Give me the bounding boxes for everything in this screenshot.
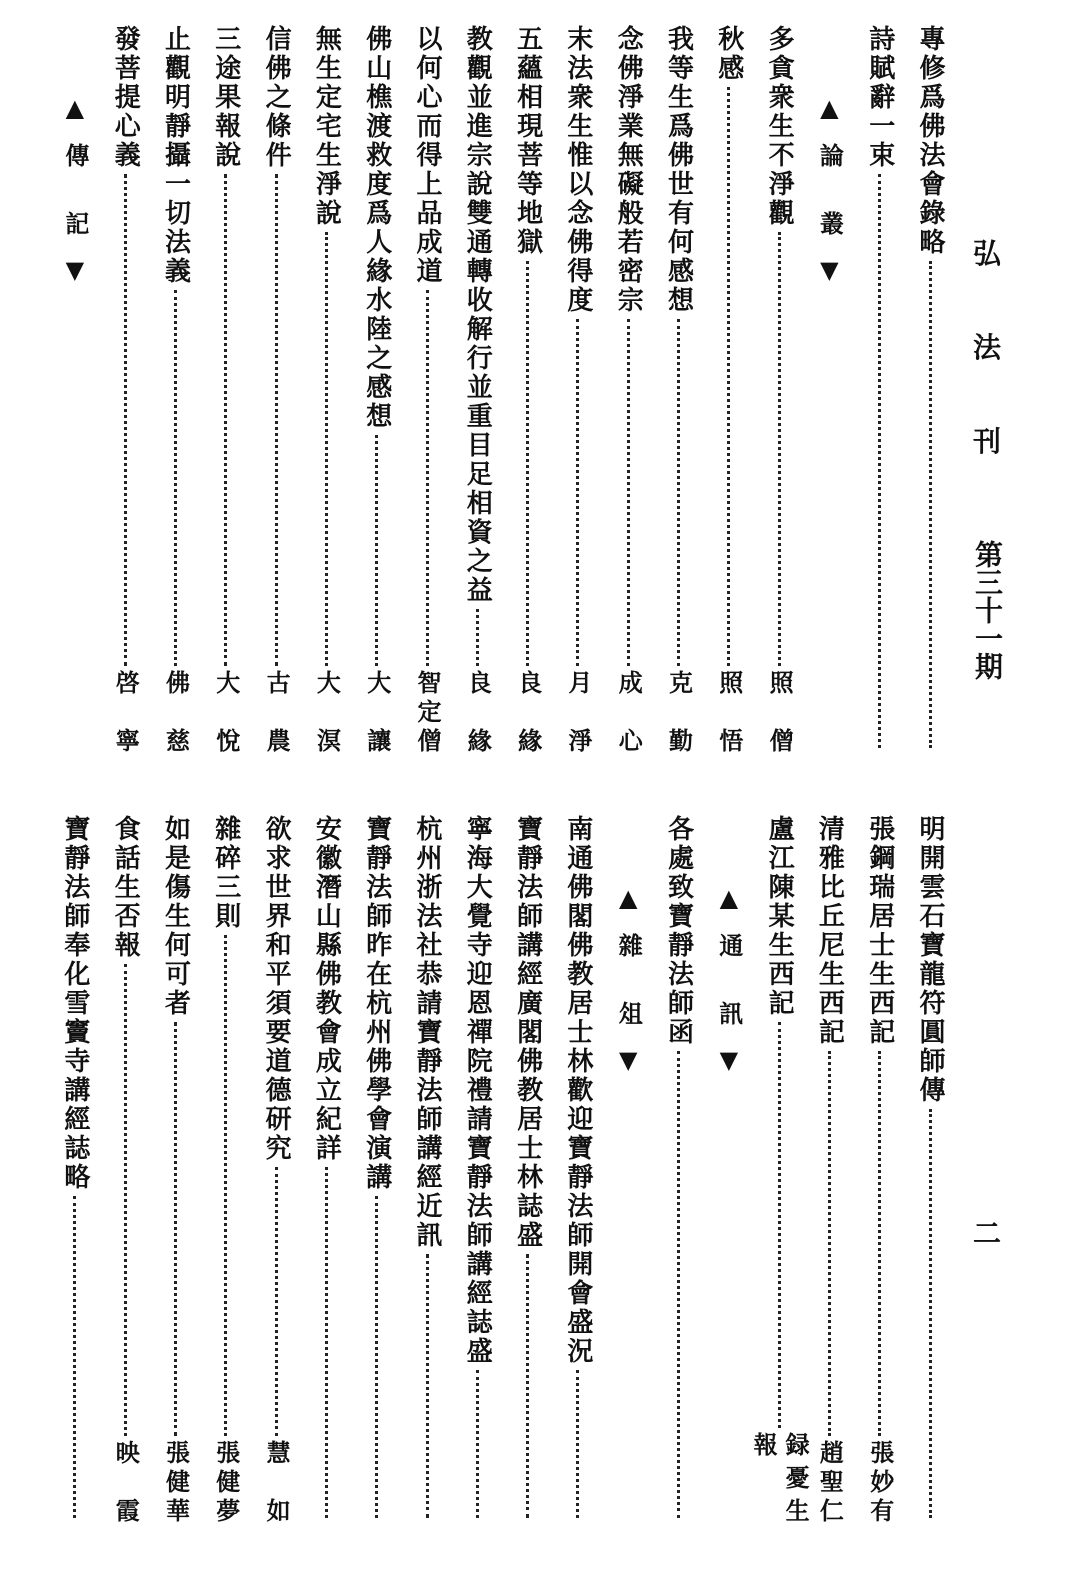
entry-title: 我等生爲佛世有何感想 <box>663 25 694 315</box>
entry-author: 慧如 <box>262 1440 292 1522</box>
toc-entry[interactable] <box>713 25 745 752</box>
entry-title: 五蘊相現菩等地獄 <box>512 25 543 257</box>
toc-entry[interactable] <box>260 815 292 1522</box>
page-number: 二 <box>972 1217 1001 1250</box>
toc-entry[interactable] <box>210 25 242 752</box>
toc-entry[interactable] <box>562 815 594 1522</box>
toc-entry[interactable] <box>109 815 141 1522</box>
entry-title: 寶靜法師昨在杭州佛學會演講 <box>361 815 392 1192</box>
entry-title: 多貪衆生不淨觀 <box>764 25 795 228</box>
toc-entry[interactable] <box>864 25 896 752</box>
dotted-leader <box>727 87 730 666</box>
toc-entry[interactable] <box>411 25 443 752</box>
entry-author: 克勤 <box>664 670 694 752</box>
entry-author: 大溟 <box>312 670 342 752</box>
issue-number: 第三十一期 <box>971 540 1004 680</box>
entry-title: 秋感 <box>713 25 744 83</box>
triangle-up-icon: ▲ <box>719 883 739 912</box>
toc-entry[interactable] <box>109 25 141 752</box>
dotted-leader <box>929 261 932 748</box>
entry-title: 以何心而得上品成道 <box>412 25 442 286</box>
toc-entry[interactable] <box>914 25 946 752</box>
entry-title: 明開雲石寶龍符圓師傳 <box>915 815 945 1105</box>
toc-entry[interactable] <box>260 25 292 752</box>
toc-entry[interactable] <box>461 815 493 1522</box>
dotted-leader <box>476 1370 479 1518</box>
entry-author: 照悟 <box>714 670 744 752</box>
entry-title: 杭州浙法社恭請寶靜法師講經近訊 <box>412 815 442 1250</box>
section-heading-char: 論 <box>815 143 845 167</box>
toc-entry[interactable] <box>914 815 946 1522</box>
entry-title: 詩賦辭一束 <box>864 25 895 170</box>
toc-entry[interactable] <box>864 815 896 1522</box>
dotted-leader <box>375 1196 378 1518</box>
entry-title: 信佛之條件 <box>261 25 292 170</box>
entry-title: 佛山樵渡救度爲人緣水陸之感想 <box>361 25 392 431</box>
dotted-leader <box>677 319 680 666</box>
dotted-leader <box>124 174 127 666</box>
triangle-down-icon: ▼ <box>65 255 85 284</box>
entry-author: 映霞 <box>111 1440 141 1522</box>
section-heading <box>809 95 849 283</box>
entry-title: 各處致寶靜法師函 <box>663 815 694 1047</box>
dotted-leader <box>275 174 278 666</box>
entry-title: 張鋼瑞居士生西記 <box>864 815 895 1047</box>
toc-entry[interactable] <box>361 815 393 1522</box>
dotted-leader <box>124 964 127 1436</box>
triangle-down-icon: ▼ <box>820 255 839 284</box>
dotted-leader <box>174 290 177 666</box>
dotted-leader <box>576 1370 579 1518</box>
entry-title: 如是傷生何可者 <box>160 815 191 1018</box>
entry-author: 張健夢 <box>211 1440 241 1522</box>
toc-entry[interactable] <box>59 815 91 1522</box>
dotted-leader <box>426 1254 429 1518</box>
toc-entry[interactable] <box>210 815 242 1522</box>
entry-author: 張健華 <box>161 1440 191 1522</box>
toc-entry[interactable] <box>813 815 845 1522</box>
dotted-leader <box>526 1254 529 1518</box>
entry-author: 成心 <box>614 670 644 752</box>
entry-title: 念佛淨業無礙般若密宗 <box>613 25 644 315</box>
dotted-leader <box>476 609 479 666</box>
entry-title: 教觀並進宗說雙通轉收解行並重目足相資之益 <box>462 25 493 605</box>
entry-title: 雜碎三則 <box>210 815 241 931</box>
toc-entry[interactable] <box>361 25 393 752</box>
entry-author: 智定僧 <box>413 670 442 752</box>
toc-entry[interactable] <box>512 25 544 752</box>
dotted-leader <box>275 1167 278 1436</box>
entry-author: 大悅 <box>211 670 241 752</box>
entry-title: 南通佛閣佛教居士林歡迎寶靜法師開會盛況 <box>562 815 593 1366</box>
entry-title: 發菩提心義 <box>110 25 141 170</box>
entry-title: 寧海大覺寺迎恩禪院禮請寶靜法師講經誌盛 <box>462 815 493 1366</box>
section-heading-char: 俎 <box>614 1001 644 1025</box>
entry-title: 清雅比丘尼生西記 <box>814 815 845 1047</box>
dotted-leader <box>828 1051 831 1436</box>
section-heading <box>55 95 95 283</box>
entry-author: 佛慈 <box>161 670 191 752</box>
entry-author: 良緣 <box>513 670 543 752</box>
entry-title: 欲求世界和平須要道德研究 <box>261 815 292 1163</box>
toc-entry[interactable] <box>160 25 192 752</box>
triangle-up-icon: ▲ <box>65 93 85 122</box>
toc-entry[interactable] <box>461 25 493 752</box>
triangle-up-icon: ▲ <box>618 883 638 912</box>
entry-author: 趙聖仁 <box>815 1440 845 1522</box>
dotted-leader <box>174 1022 177 1436</box>
dotted-leader <box>526 261 529 666</box>
triangle-down-icon: ▼ <box>618 1045 638 1074</box>
section-heading-char: 記 <box>60 211 90 235</box>
toc-entry[interactable] <box>512 815 544 1522</box>
toc-entry[interactable] <box>663 25 695 752</box>
toc-entry[interactable] <box>749 815 811 1522</box>
dotted-leader <box>677 1051 680 1518</box>
section-heading-char: 叢 <box>815 211 845 235</box>
entry-author: 照僧 <box>765 670 795 752</box>
triangle-down-icon: ▼ <box>719 1045 739 1074</box>
toc-entry[interactable] <box>663 815 695 1522</box>
journal-title-char: 法 <box>972 331 1001 364</box>
triangle-up-icon: ▲ <box>820 93 839 122</box>
dotted-leader <box>224 935 227 1436</box>
entry-author: 啓寧 <box>111 670 141 752</box>
entry-author: 録憂生報 <box>749 1432 811 1522</box>
entry-author: 古農 <box>262 670 292 752</box>
section-heading <box>709 885 749 1073</box>
journal-title-char: 弘 <box>972 237 1001 270</box>
entry-author: 大讓 <box>362 670 392 752</box>
toc-entry[interactable] <box>763 25 795 752</box>
entry-title: 無生定宅生淨說 <box>311 25 342 228</box>
entry-title: 寶靜法師講經廣閣佛教居士林誌盛 <box>512 815 543 1250</box>
dotted-leader <box>878 1051 881 1436</box>
dotted-leader <box>375 435 378 666</box>
section-heading-char: 傳 <box>60 143 90 167</box>
toc-entry[interactable] <box>411 815 443 1522</box>
entry-title: 末法衆生惟以念佛得度 <box>562 25 593 315</box>
entry-title: 安徽潛山縣佛教會成立紀詳 <box>311 815 342 1163</box>
toc-entry[interactable] <box>310 815 342 1522</box>
toc-entry[interactable] <box>612 25 644 752</box>
dotted-leader <box>325 232 328 666</box>
toc-entry[interactable] <box>160 815 192 1522</box>
entry-title: 盧江陳某生西記 <box>764 815 795 1018</box>
dotted-leader <box>224 174 227 666</box>
entry-author: 良緣 <box>463 670 493 752</box>
dotted-leader <box>778 1022 781 1428</box>
entry-title: 止觀明靜攝一切法義 <box>160 25 191 286</box>
entry-author: 張妙有 <box>865 1440 895 1522</box>
journal-title-char: 刊 <box>972 425 1001 458</box>
dotted-leader <box>929 1109 932 1518</box>
entry-author: 月淨 <box>563 670 593 752</box>
entry-title: 三途果報說 <box>210 25 241 170</box>
section-heading-char: 通 <box>714 933 744 957</box>
entry-title: 食話生否報 <box>110 815 141 960</box>
dotted-leader <box>426 290 429 666</box>
toc-entry[interactable] <box>310 25 342 752</box>
dotted-leader <box>576 319 579 666</box>
dotted-leader <box>325 1167 328 1518</box>
entry-title: 寶靜法師奉化雪竇寺講經誌略 <box>59 815 90 1192</box>
dotted-leader <box>627 319 630 666</box>
toc-entry[interactable] <box>562 25 594 752</box>
dotted-leader <box>778 232 781 666</box>
entry-title: 專修爲佛法會錄略 <box>915 25 945 257</box>
dotted-leader <box>73 1196 76 1518</box>
section-heading-char: 雜 <box>614 933 644 957</box>
section-heading <box>608 885 648 1073</box>
dotted-leader <box>878 174 881 748</box>
section-heading-char: 訊 <box>714 1001 744 1025</box>
